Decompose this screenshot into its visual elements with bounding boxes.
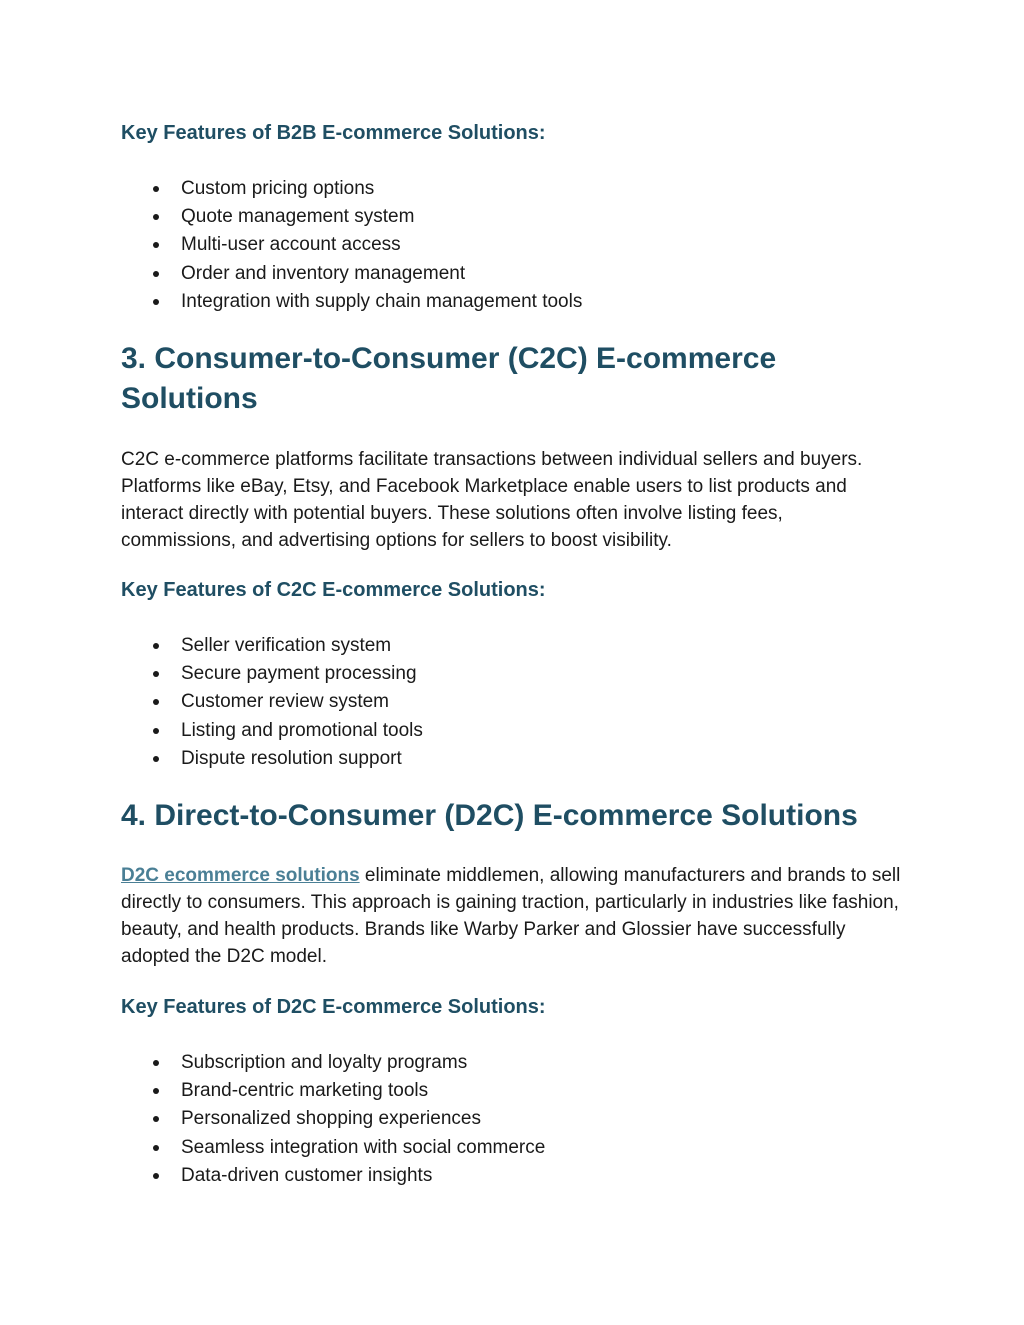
list-item: Quote management system (121, 203, 582, 231)
list-item: Integration with supply chain management tools (121, 288, 582, 316)
list-item: Secure payment processing (121, 660, 423, 688)
bullet-icon (153, 271, 159, 277)
d2c-section-title: 4. Direct-to-Consumer (D2C) E-commerce Solutions (121, 799, 858, 832)
bullet-icon (153, 728, 159, 734)
bullet-icon (153, 1060, 159, 1066)
list-item: Subscription and loyalty programs (121, 1049, 545, 1077)
bullet-icon (153, 242, 159, 248)
d2c-ecommerce-solutions-link[interactable]: D2C ecommerce solutions (121, 865, 360, 886)
d2c-features-list (121, 1049, 545, 1190)
list-item: Listing and promotional tools (121, 717, 423, 745)
bullet-icon (153, 699, 159, 705)
bullet-icon (153, 1088, 159, 1094)
bullet-icon (153, 1116, 159, 1122)
b2b-features-list (121, 175, 582, 316)
list-item: Customer review system (121, 688, 423, 716)
bullet-icon (153, 671, 159, 677)
d2c-features-heading: Key Features of D2C E-commerce Solutions: (121, 996, 546, 1018)
bullet-icon (153, 186, 159, 192)
list-item: Multi-user account access (121, 231, 582, 259)
list-item: Seller verification system (121, 632, 423, 660)
c2c-section-title: 3. Consumer-to-Consumer (C2C) E-commerce Solutions (121, 342, 777, 415)
c2c-features-heading: Key Features of C2C E-commerce Solutions: (121, 579, 546, 601)
bullet-icon (153, 1145, 159, 1151)
d2c-section-body-text: eliminate middlemen, allowing manufacturers and brands to sell directly to consumers. This approach is gaining traction, particularly in industries like fashion, beauty, and health products. Brands like Warby Parker and Glossier have successfully adopted the D2C model. (121, 865, 901, 967)
list-item: Seamless integration with social commerce (121, 1134, 545, 1162)
b2b-features-heading: Key Features of B2B E-commerce Solutions: (121, 122, 546, 144)
list-item: Data-driven customer insights (121, 1162, 545, 1190)
list-item: Dispute resolution support (121, 745, 423, 773)
bullet-icon (153, 643, 159, 649)
d2c-section-body (121, 862, 901, 970)
bullet-icon (153, 299, 159, 305)
bullet-icon (153, 1173, 159, 1179)
bullet-icon (153, 214, 159, 220)
c2c-features-list (121, 632, 423, 773)
list-item: Personalized shopping experiences (121, 1105, 545, 1133)
bullet-icon (153, 756, 159, 762)
c2c-section-body: C2C e-commerce platforms facilitate transactions between individual sellers and buyers. Platforms like eBay, Etsy, and Facebook Marketplace enable users to list products and interact directly with potential buyers. These solutions often involve listing fees, commissions, and advertising options for sellers to boost visibility. (121, 449, 863, 551)
list-item: Brand-centric marketing tools (121, 1077, 545, 1105)
list-item: Custom pricing options (121, 175, 582, 203)
list-item: Order and inventory management (121, 260, 582, 288)
